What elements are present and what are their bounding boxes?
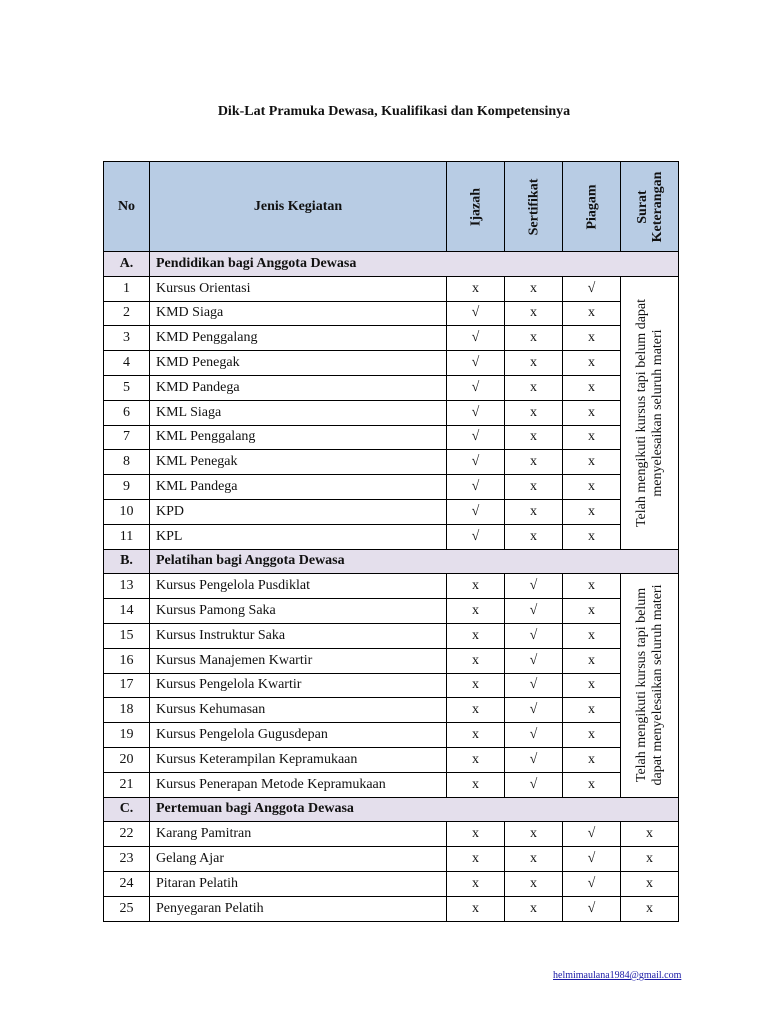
cell-piagam: x (563, 574, 621, 599)
row-activity-name: KML Pandega (150, 475, 447, 500)
cell-sertifikat: x (505, 499, 563, 524)
section-row (104, 252, 679, 277)
cell-piagam: x (563, 772, 621, 797)
cell-ijazah: x (447, 747, 505, 772)
cell-piagam: x (563, 301, 621, 326)
row-activity-name: Kursus Kehumasan (150, 698, 447, 723)
table-row (104, 896, 679, 921)
cell-piagam: √ (563, 871, 621, 896)
cell-piagam: √ (563, 276, 621, 301)
row-activity-name: KML Penegak (150, 450, 447, 475)
cell-sertifikat: x (505, 450, 563, 475)
cell-ijazah: √ (447, 524, 505, 549)
row-activity-name: KMD Penggalang (150, 326, 447, 351)
cell-sertifikat: x (505, 276, 563, 301)
table-row (104, 276, 679, 301)
row-number: 13 (104, 574, 150, 599)
row-number: 1 (104, 276, 150, 301)
cell-surat-keterangan: x (621, 822, 679, 847)
row-number: 8 (104, 450, 150, 475)
row-number: 4 (104, 351, 150, 376)
cell-ijazah: √ (447, 301, 505, 326)
cell-piagam: x (563, 450, 621, 475)
cell-piagam: x (563, 425, 621, 450)
cell-sertifikat: x (505, 847, 563, 872)
cell-ijazah: √ (447, 499, 505, 524)
cell-ijazah: √ (447, 351, 505, 376)
cell-piagam: x (563, 723, 621, 748)
row-number: 7 (104, 425, 150, 450)
table-header-row (104, 162, 679, 252)
table-row (104, 772, 679, 797)
cell-piagam: x (563, 698, 621, 723)
row-number: 22 (104, 822, 150, 847)
header-sertifikat: Sertifikat (505, 162, 563, 252)
header-no: No (104, 162, 150, 252)
table-row (104, 450, 679, 475)
row-activity-name: KPL (150, 524, 447, 549)
cell-piagam: x (563, 400, 621, 425)
cell-piagam: x (563, 747, 621, 772)
cell-ijazah: x (447, 648, 505, 673)
header-ijazah: Ijazah (447, 162, 505, 252)
cell-ijazah: √ (447, 375, 505, 400)
cell-surat-keterangan-note: Telah mengikuti kursus tapi belum dapat menyelesaikan seluruh materi (621, 574, 679, 797)
table-row (104, 871, 679, 896)
table-row (104, 599, 679, 624)
row-number: 6 (104, 400, 150, 425)
cell-ijazah: x (447, 822, 505, 847)
row-number: 10 (104, 499, 150, 524)
cell-piagam: x (563, 326, 621, 351)
row-number: 21 (104, 772, 150, 797)
cell-piagam: x (563, 648, 621, 673)
row-number: 17 (104, 673, 150, 698)
row-activity-name: Kursus Manajemen Kwartir (150, 648, 447, 673)
cell-sertifikat: √ (505, 574, 563, 599)
row-activity-name: KPD (150, 499, 447, 524)
cell-ijazah: x (447, 623, 505, 648)
table-row (104, 499, 679, 524)
table-row (104, 822, 679, 847)
cell-surat-keterangan: x (621, 896, 679, 921)
cell-ijazah: x (447, 574, 505, 599)
row-activity-name: KMD Penegak (150, 351, 447, 376)
cell-ijazah: √ (447, 400, 505, 425)
row-activity-name: Kursus Keterampilan Kepramukaan (150, 747, 447, 772)
section-code: A. (104, 252, 150, 277)
cell-ijazah: x (447, 673, 505, 698)
cell-sertifikat: x (505, 425, 563, 450)
row-number: 24 (104, 871, 150, 896)
cell-sertifikat: x (505, 524, 563, 549)
cell-ijazah: x (447, 599, 505, 624)
row-activity-name: Kursus Pengelola Pusdiklat (150, 574, 447, 599)
row-activity-name: KML Siaga (150, 400, 447, 425)
row-activity-name: KML Penggalang (150, 425, 447, 450)
row-activity-name: Kursus Orientasi (150, 276, 447, 301)
row-number: 19 (104, 723, 150, 748)
cell-ijazah: √ (447, 475, 505, 500)
cell-sertifikat: x (505, 400, 563, 425)
table-row (104, 351, 679, 376)
cell-ijazah: x (447, 772, 505, 797)
row-activity-name: Kursus Penerapan Metode Kepramukaan (150, 772, 447, 797)
row-activity-name: Kursus Instruktur Saka (150, 623, 447, 648)
row-number: 2 (104, 301, 150, 326)
row-activity-name: KMD Siaga (150, 301, 447, 326)
table-row (104, 475, 679, 500)
cell-surat-keterangan: x (621, 871, 679, 896)
footer-email[interactable]: helmimaulana1984@gmail.com (553, 970, 682, 981)
cell-ijazah: √ (447, 450, 505, 475)
cell-piagam: x (563, 623, 621, 648)
row-number: 15 (104, 623, 150, 648)
table-row (104, 574, 679, 599)
cell-sertifikat: x (505, 822, 563, 847)
table-row (104, 673, 679, 698)
row-number: 11 (104, 524, 150, 549)
cell-sertifikat: √ (505, 673, 563, 698)
section-row (104, 549, 679, 574)
table-row (104, 375, 679, 400)
cell-ijazah: √ (447, 326, 505, 351)
cell-sertifikat: √ (505, 648, 563, 673)
section-title: Pendidikan bagi Anggota Dewasa (150, 252, 679, 277)
cell-piagam: x (563, 351, 621, 376)
cell-piagam: x (563, 375, 621, 400)
row-number: 9 (104, 475, 150, 500)
page-title: Dik-Lat Pramuka Dewasa, Kualifikasi dan Kompetensinya (217, 104, 571, 119)
cell-ijazah: x (447, 871, 505, 896)
cell-sertifikat: √ (505, 723, 563, 748)
row-number: 16 (104, 648, 150, 673)
cell-sertifikat: x (505, 375, 563, 400)
cell-piagam: √ (563, 896, 621, 921)
table-row (104, 847, 679, 872)
row-activity-name: Kursus Pamong Saka (150, 599, 447, 624)
table-row (104, 326, 679, 351)
row-number: 23 (104, 847, 150, 872)
cell-piagam: x (563, 499, 621, 524)
cell-ijazah: x (447, 847, 505, 872)
row-activity-name: Kursus Pengelola Kwartir (150, 673, 447, 698)
section-code: B. (104, 549, 150, 574)
table-row (104, 524, 679, 549)
table-row (104, 623, 679, 648)
cell-sertifikat: x (505, 896, 563, 921)
row-activity-name: Pitaran Pelatih (150, 871, 447, 896)
table-row (104, 747, 679, 772)
row-number: 14 (104, 599, 150, 624)
section-code: C. (104, 797, 150, 822)
cell-sertifikat: x (505, 326, 563, 351)
row-number: 25 (104, 896, 150, 921)
cell-sertifikat: √ (505, 698, 563, 723)
cell-ijazah: x (447, 723, 505, 748)
qualification-table (103, 161, 679, 922)
cell-sertifikat: √ (505, 623, 563, 648)
cell-surat-keterangan-note: Telah mengikuti kursus tapi belum dapat menyelesaikan seluruh materi (621, 276, 679, 549)
cell-sertifikat: √ (505, 599, 563, 624)
header-surat-keterangan: Surat Keterangan (621, 162, 679, 252)
cell-piagam: √ (563, 822, 621, 847)
table-row (104, 648, 679, 673)
cell-ijazah: x (447, 276, 505, 301)
cell-piagam: x (563, 524, 621, 549)
section-title: Pelatihan bagi Anggota Dewasa (150, 549, 679, 574)
row-number: 20 (104, 747, 150, 772)
cell-ijazah: x (447, 698, 505, 723)
cell-sertifikat: x (505, 301, 563, 326)
cell-sertifikat: √ (505, 772, 563, 797)
table-row (104, 723, 679, 748)
table-row (104, 698, 679, 723)
header-name: Jenis Kegiatan (150, 162, 447, 252)
cell-piagam: x (563, 475, 621, 500)
cell-surat-keterangan: x (621, 847, 679, 872)
cell-ijazah: √ (447, 425, 505, 450)
row-number: 18 (104, 698, 150, 723)
section-row (104, 797, 679, 822)
cell-piagam: √ (563, 847, 621, 872)
cell-sertifikat: x (505, 475, 563, 500)
cell-sertifikat: x (505, 871, 563, 896)
table-row (104, 400, 679, 425)
section-title: Pertemuan bagi Anggota Dewasa (150, 797, 679, 822)
cell-piagam: x (563, 599, 621, 624)
row-activity-name: KMD Pandega (150, 375, 447, 400)
cell-ijazah: x (447, 896, 505, 921)
row-activity-name: Kursus Pengelola Gugusdepan (150, 723, 447, 748)
table-row (104, 425, 679, 450)
row-activity-name: Karang Pamitran (150, 822, 447, 847)
cell-sertifikat: √ (505, 747, 563, 772)
row-number: 3 (104, 326, 150, 351)
table-row (104, 301, 679, 326)
row-activity-name: Penyegaran Pelatih (150, 896, 447, 921)
cell-piagam: x (563, 673, 621, 698)
row-activity-name: Gelang Ajar (150, 847, 447, 872)
cell-sertifikat: x (505, 351, 563, 376)
row-number: 5 (104, 375, 150, 400)
header-piagam: Piagam (563, 162, 621, 252)
